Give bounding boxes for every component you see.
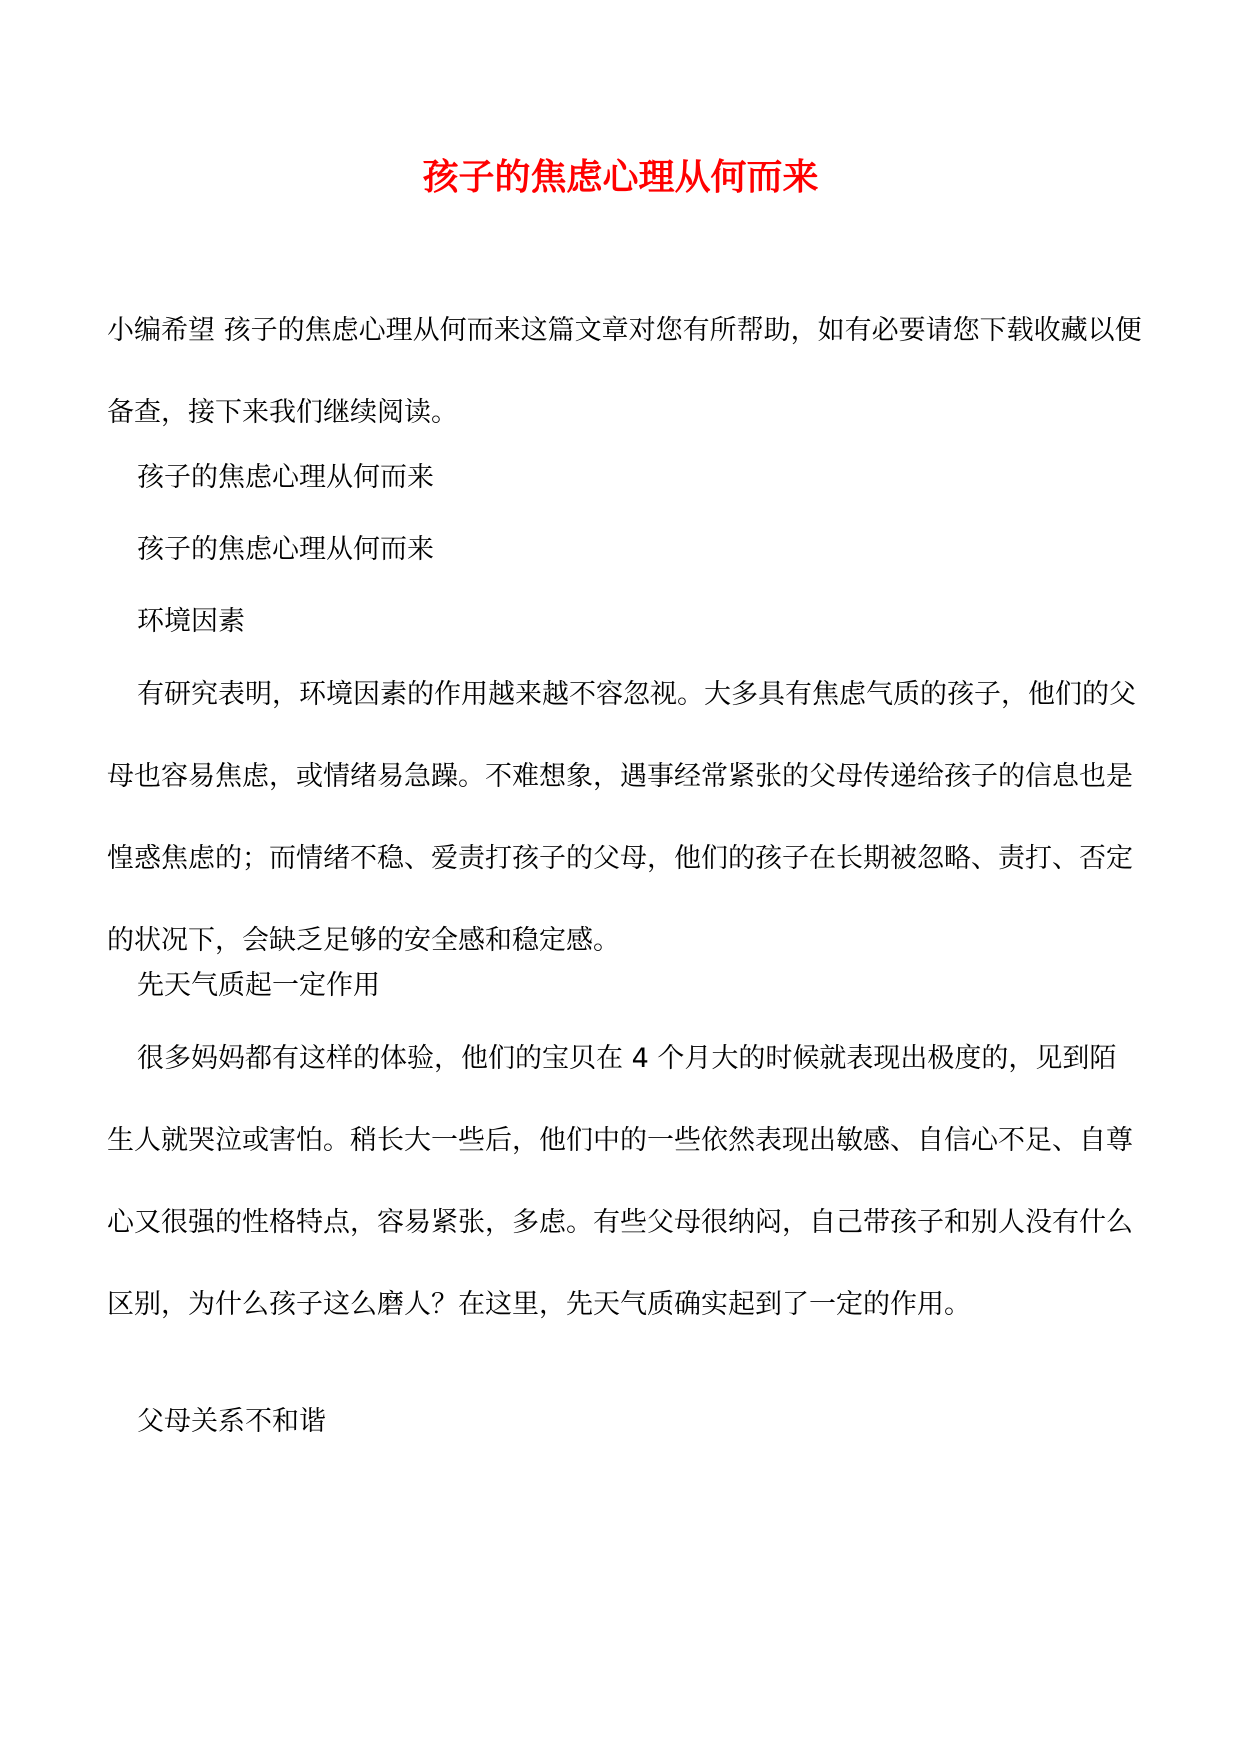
section-heading-parents: 父母关系不和谐: [137, 1406, 326, 1437]
section-heading-environment: 环境因素: [137, 606, 245, 637]
section-heading-temperament: 先天气质起一定作用: [137, 970, 380, 1001]
subtitle-repeat-1: 孩子的焦虑心理从何而来: [137, 462, 434, 493]
temperament-paragraph: 很多妈妈都有这样的体验，他们的宝贝在 4 个月大的时候就表现出极度的，见到陌生人就哭泣或害怕。稍长大一些后，他们中的一些依然表现出敏感、自信心不足、自尊心又很强的性格特点，容易紧张，多虑。有些父母很纳闷，自己带孩子和别人没有什么区别，为什么孩子这么磨人？在这里，先天气质确实起到了一定的作用。: [107, 1043, 1133, 1320]
environment-paragraph: 有研究表明，环境因素的作用越来越不容忽视。大多具有焦虑气质的孩子，他们的父母也容易焦虑，或情绪易急躁。不难想象，遇事经常紧张的父母传递给孩子的信息也是惶惑焦虑的；而情绪不稳、爱责打孩子的父母，他们的孩子在长期被忽略、责打、否定的状况下，会缺乏足够的安全感和稳定感。: [107, 679, 1136, 956]
intro-paragraph: 小编希望 孩子的焦虑心理从何而来这篇文章对您有所帮助，如有必要请您下载收藏以便备查，接下来我们继续阅读。: [107, 315, 1142, 428]
subtitle-repeat-2: 孩子的焦虑心理从何而来: [137, 534, 434, 565]
document-title: 孩子的焦虑心理从何而来: [422, 156, 819, 198]
